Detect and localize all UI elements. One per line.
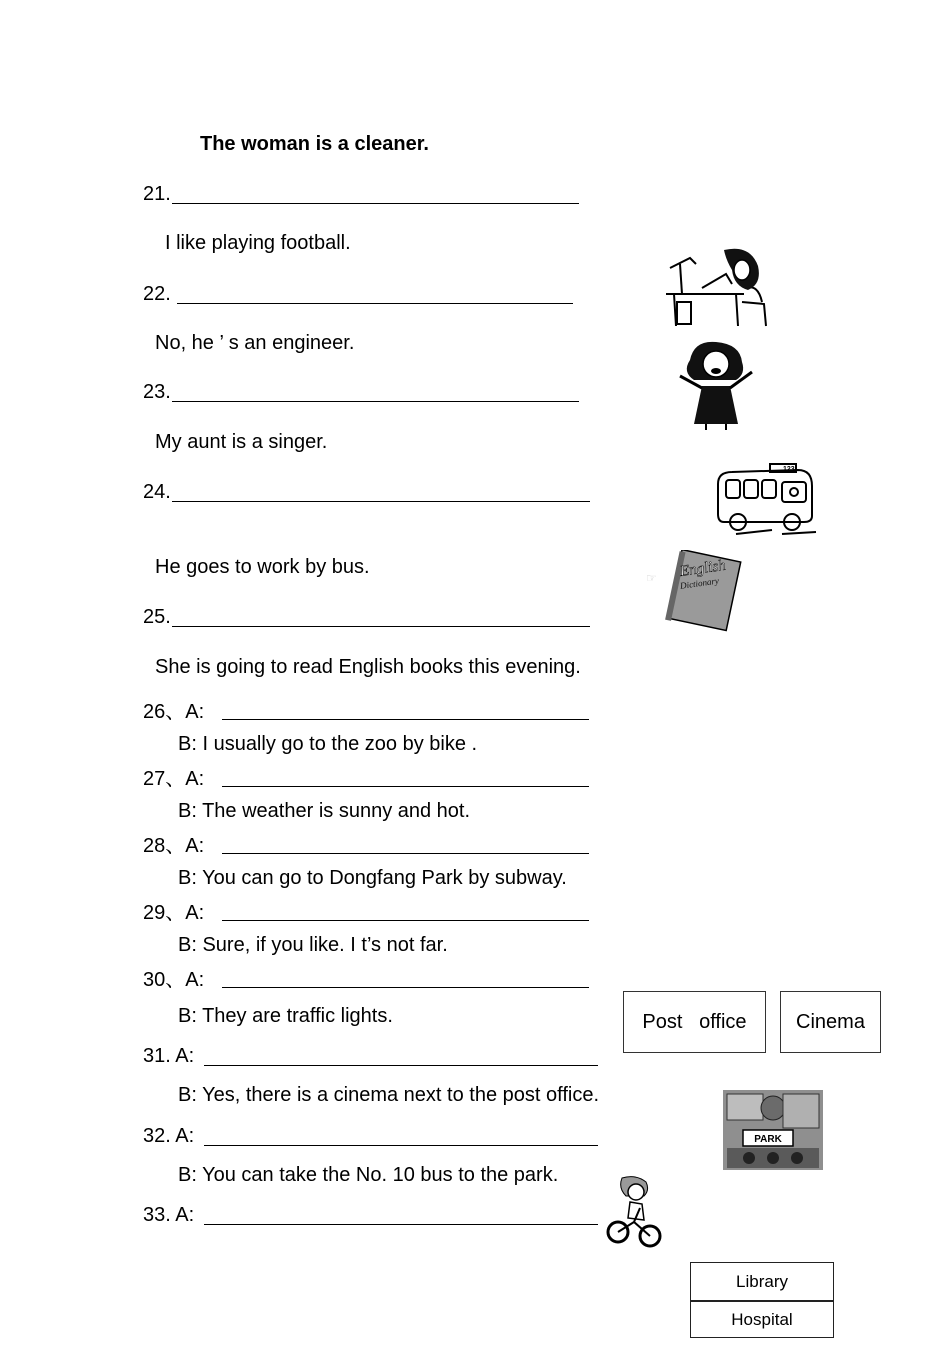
answer-blank-21[interactable] <box>172 203 579 204</box>
dialog-answer-31: B: Yes, there is a cinema next to the post office. <box>178 1084 599 1106</box>
bus-number-label: 123 <box>783 466 795 473</box>
dialog-number-32: 32. A: <box>143 1125 195 1147</box>
dialog-number-26: 26、A: <box>143 701 205 723</box>
park-sign-label: PARK <box>754 1134 782 1145</box>
dialog-number-30: 30、A: <box>143 969 205 991</box>
dialog-number-31: 31. A: <box>143 1045 195 1067</box>
dialog-blank-28[interactable] <box>222 853 589 854</box>
hospital-label: Hospital <box>691 1300 833 1337</box>
cinema-label: Cinema <box>796 1010 865 1033</box>
answer-blank-23[interactable] <box>172 401 579 402</box>
library-label: Library <box>736 1271 788 1291</box>
post-office-label: Post office <box>642 1010 747 1033</box>
dialog-blank-27[interactable] <box>222 786 589 787</box>
dialog-blank-31[interactable] <box>204 1065 598 1066</box>
hint-sentence-22: No, he ’ s an engineer. <box>155 332 355 354</box>
hint-sentence-24: He goes to work by bus. <box>155 556 370 578</box>
answer-blank-22[interactable] <box>177 303 573 304</box>
dialog-answer-30: B: They are traffic lights. <box>178 1005 393 1027</box>
dialog-blank-33[interactable] <box>204 1224 598 1225</box>
dialog-number-33: 33. A: <box>143 1204 195 1226</box>
post-office-box <box>623 991 766 1053</box>
dialog-answer-29: B: Sure, if you like. I t’s not far. <box>178 934 448 956</box>
bus-picture <box>712 462 822 538</box>
question-number-25: 25. <box>143 606 171 628</box>
example-sentence: The woman is a cleaner. <box>200 133 429 155</box>
dictionary-subtitle: Dictionary <box>679 575 720 591</box>
answer-blank-25[interactable] <box>172 626 590 627</box>
question-number-24: 24. <box>143 481 171 503</box>
cinema-box <box>780 991 881 1053</box>
dialog-answer-32: B: You can take the No. 10 bus to the park. <box>178 1164 559 1186</box>
dialog-blank-26[interactable] <box>222 719 589 720</box>
bike-rider-picture <box>606 1174 664 1250</box>
singer-woman-picture <box>672 340 760 430</box>
places-box <box>690 1262 834 1338</box>
question-number-23: 23. <box>143 381 171 403</box>
dialog-number-27: 27、A: <box>143 768 205 790</box>
dialog-blank-29[interactable] <box>222 920 589 921</box>
question-number-22: 22. <box>143 283 177 305</box>
hint-sentence-21: I like playing football. <box>165 232 351 254</box>
hint-sentence-25: She is going to read English books this evening. <box>155 656 581 678</box>
park-sign-picture <box>723 1090 823 1170</box>
dialog-number-28: 28、A: <box>143 835 205 857</box>
dialog-number-29: 29、A: <box>143 902 205 924</box>
dictionary-title: English <box>679 557 727 580</box>
dialog-answer-26: B: I usually go to the zoo by bike . <box>178 733 478 755</box>
svg-text:☞: ☞ <box>646 571 657 585</box>
dictionary-picture <box>644 550 762 632</box>
dialog-blank-30[interactable] <box>222 987 589 988</box>
dialog-blank-32[interactable] <box>204 1145 598 1146</box>
hint-sentence-23: My aunt is a singer. <box>155 431 328 453</box>
dialog-answer-28: B: You can go to Dongfang Park by subway. <box>178 867 567 889</box>
question-number-21: 21. <box>143 183 171 205</box>
desk-worker-picture <box>662 244 774 328</box>
answer-blank-24[interactable] <box>172 501 590 502</box>
dialog-answer-27: B: The weather is sunny and hot. <box>178 800 471 822</box>
